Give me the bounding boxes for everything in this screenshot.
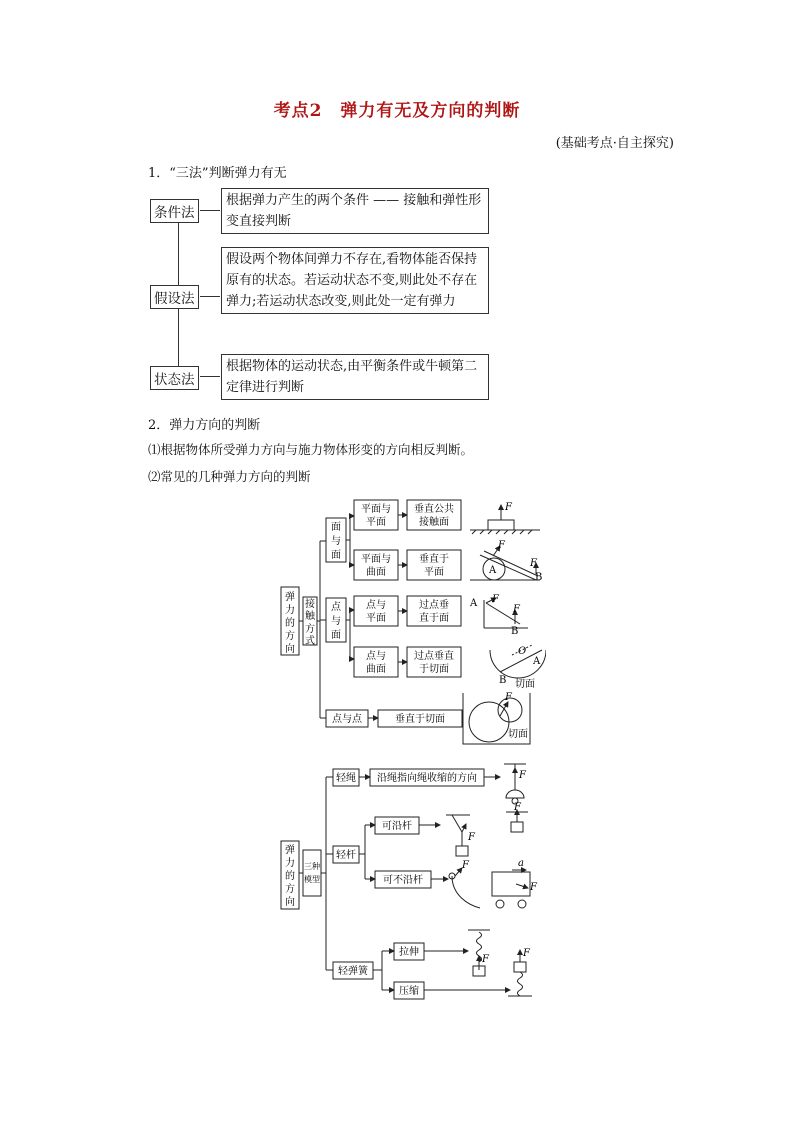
d1-branch-char: 面 — [331, 550, 341, 561]
d2-mid-text: 三种 — [304, 862, 320, 871]
label-fn: F — [505, 502, 512, 513]
d1-box-text: 平面 — [424, 567, 444, 578]
label-f3: F — [523, 948, 530, 959]
d1-box-text: 过点垂直 — [414, 651, 454, 662]
method-condition: 条件法 — [150, 199, 199, 223]
section1-heading: 1．“三法”判断弹力有无 — [148, 166, 287, 181]
d1-box-text: 点与 — [366, 600, 386, 611]
label-b: B — [535, 572, 543, 583]
rod-along-sketch — [446, 810, 528, 856]
paragraph-2: ⑵常见的几种弹力方向的判断 — [148, 469, 311, 484]
d1-root-char: 力 — [285, 605, 295, 616]
d2-root-char: 向 — [285, 897, 295, 908]
label-ft: F — [519, 770, 526, 781]
d1-box-text: 垂直于切面 — [395, 714, 445, 725]
label-a-accel: a — [518, 858, 524, 869]
section2-heading: 2．弹力方向的判断 — [148, 418, 261, 433]
paragraph-1: ⑴根据物体所受弹力方向与施力物体形变的方向相反判断。 — [148, 442, 474, 457]
label-a2: A — [470, 598, 478, 609]
label-fn4: F — [462, 860, 469, 871]
d1-mid-char: 触 — [305, 611, 315, 622]
label-fn2b: F — [513, 604, 520, 615]
label-b2: B — [511, 626, 519, 637]
d1-branch-char: 与 — [331, 536, 341, 547]
label-fn2: F — [530, 558, 537, 569]
label-ft2: F — [468, 832, 475, 843]
d1-box-text: 垂直公共 — [414, 504, 454, 515]
d1-box-text: 接触面 — [419, 517, 449, 528]
label-b3: B — [499, 675, 507, 686]
rod-not-along-sketch — [449, 868, 530, 908]
d2-root-char: 方 — [285, 884, 295, 895]
three-models-diagram — [276, 758, 546, 1008]
d2-mid-text: 模型 — [304, 875, 320, 884]
d2-root-char: 力 — [285, 858, 295, 869]
d2-root-char: 弹 — [285, 845, 295, 856]
rod-along: 可沿杆 — [382, 821, 412, 832]
label-a: A — [489, 565, 497, 576]
d1-box-text: 平面 — [366, 517, 386, 528]
page-title: 考点2 弹力有无及方向的判断 — [273, 101, 521, 121]
method-state: 状态法 — [150, 366, 199, 390]
page-subtitle: (基础考点·自主探究) — [555, 136, 674, 151]
d1-branch-char: 点 — [331, 602, 341, 613]
d1-root-char: 弹 — [285, 592, 295, 603]
d1-branch-char: 面 — [331, 630, 341, 641]
d1-box-text: 曲面 — [366, 567, 386, 578]
method-assumption: 假设法 — [150, 285, 199, 309]
d1-branch-char: 面 — [331, 522, 341, 533]
elastic-contact-diagram — [276, 495, 546, 750]
label-fn1: F — [498, 540, 505, 551]
method-condition-desc: 根据弹力产生的两个条件 —— 接触和弹性形变直接判断 — [221, 188, 489, 234]
d1-box-text: 点与 — [366, 651, 386, 662]
label-tangent: 切面 — [515, 679, 535, 690]
d1-mid-char: 方 — [305, 624, 315, 635]
rod-not-along: 可不沿杆 — [383, 875, 423, 886]
label-f2: F — [482, 954, 489, 965]
d1-mid-char: 式 — [305, 636, 315, 647]
connector-line — [200, 296, 220, 297]
label-fn5: F — [530, 882, 537, 893]
model-light-rope: 轻绳 — [336, 773, 356, 784]
label-tangent2: 切面 — [508, 729, 528, 740]
d1-box-text: 曲面 — [366, 664, 386, 675]
d1-root-char: 的 — [285, 618, 295, 629]
label-fn3: F — [514, 802, 521, 813]
model-light-rod: 轻杆 — [336, 850, 356, 861]
label-a3: A — [533, 656, 541, 667]
d1-root-char: 向 — [285, 644, 295, 655]
d1-box-text: 于切面 — [419, 664, 449, 675]
d1-root-char: 方 — [285, 631, 295, 642]
d1-box-text: 直于面 — [419, 613, 449, 624]
rod-corner-sketch — [484, 598, 528, 628]
method-state-desc: 根据物体的运动状态,由平衡条件或牛顿第二定律进行判断 — [221, 354, 489, 400]
d2-root-char: 的 — [285, 871, 295, 882]
d1-box-text: 平面 — [366, 613, 386, 624]
rope-direction: 沿绳指向绳收缩的方向 — [377, 773, 477, 784]
connector-line — [200, 376, 220, 377]
d1-box-text: 垂直于 — [419, 554, 449, 565]
d1-box-text: 平面与 — [361, 554, 391, 565]
spring-stretch-sketch — [468, 930, 490, 976]
connector-line — [200, 210, 220, 211]
label-o: O — [518, 646, 527, 657]
method-assumption-desc: 假设两个物体间弹力不存在,看物体能否保持原有的状态。若运动状态不变,则此处不存在弹力;若运动状态改变,则此处一定有弹力 — [221, 247, 489, 314]
model-light-spring: 轻弹簧 — [338, 966, 368, 977]
d1-branch-char: 与 — [331, 616, 341, 627]
d1-box-text: 平面与 — [361, 504, 391, 515]
label-f: F — [505, 692, 512, 703]
d1-point-point: 点与点 — [332, 714, 362, 725]
d1-box-text: 过点垂 — [419, 600, 449, 611]
spring-compress: 压缩 — [399, 986, 419, 997]
spring-stretch: 拉伸 — [399, 947, 419, 958]
label-fn1b: F — [492, 594, 499, 605]
d1-mid-char: 接 — [305, 599, 315, 610]
